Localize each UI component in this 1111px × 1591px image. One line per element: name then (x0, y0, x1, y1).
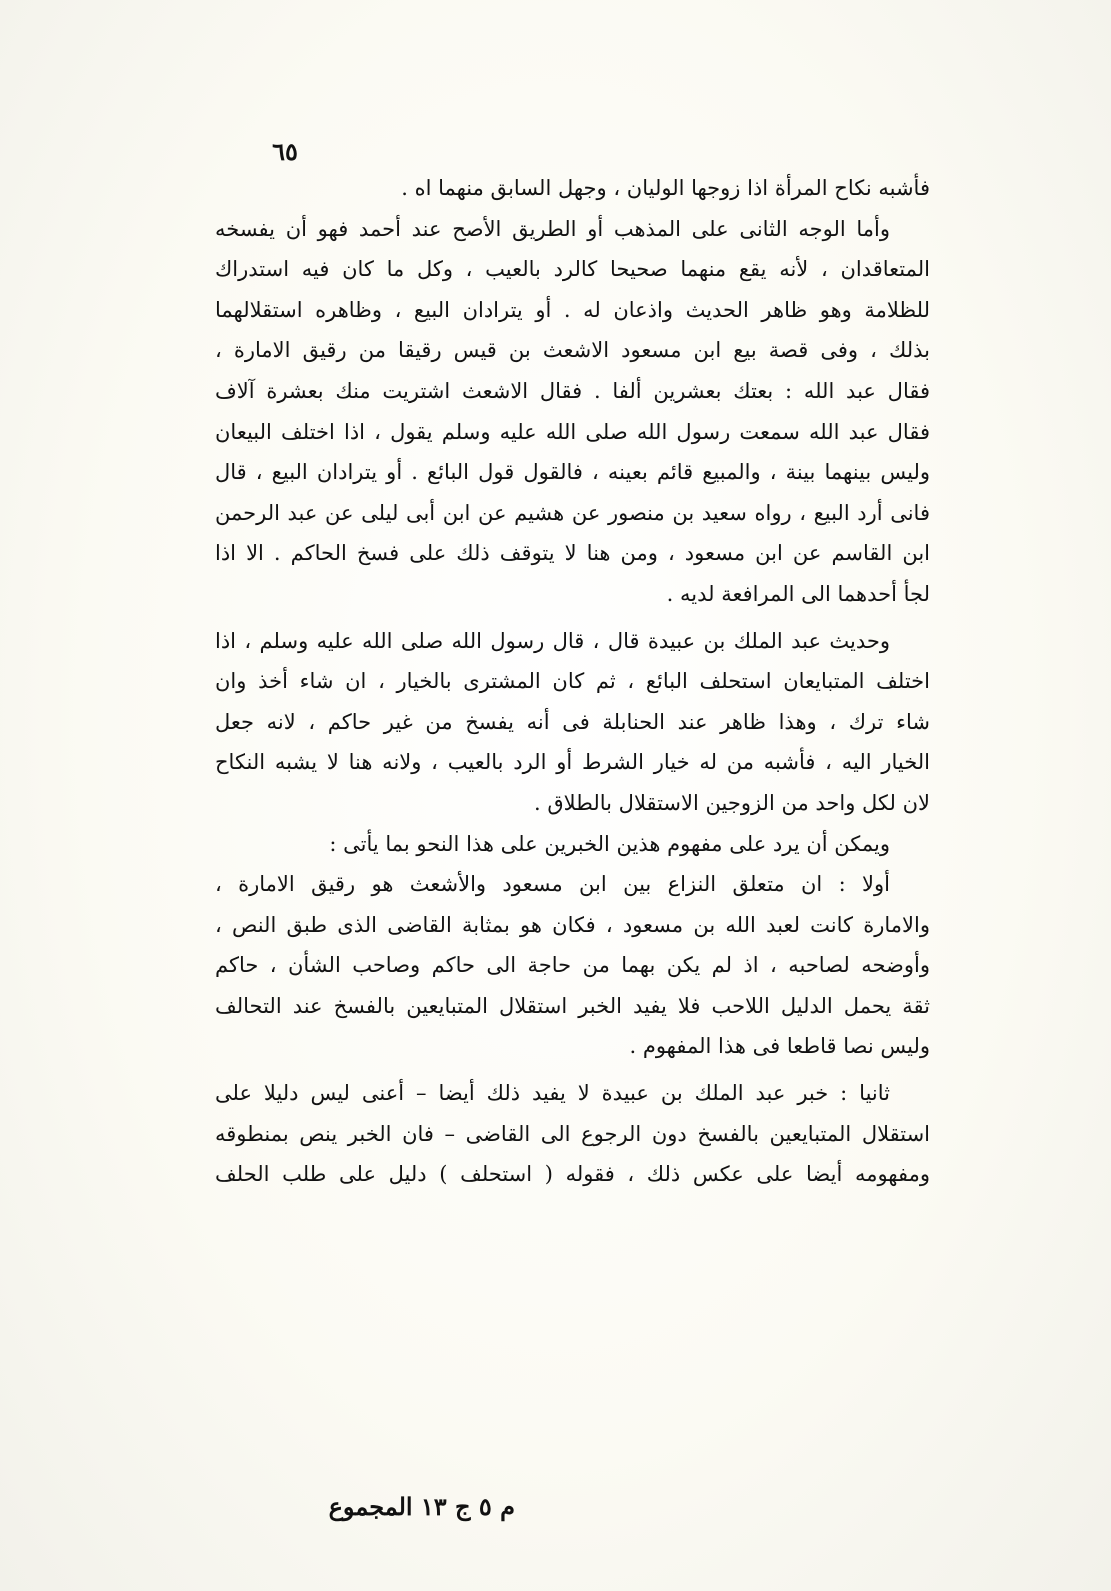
body-text (215, 168, 930, 1195)
text-line: أولا : ان متعلق النزاع بين ابن مسعود والأشعث هو رقيق الامارة ، (215, 872, 890, 897)
text-line: اختلف المتبايعان استحلف البائع ، ثم كان المشترى بالخيار ، ان شاء أخذ وان (215, 669, 930, 694)
page-number: ٦٥ (272, 137, 298, 166)
text-line: فقال عبد الله : بعتك بعشرين ألفا . فقال الاشعث اشتريت منك بعشرة آلاف (215, 378, 930, 403)
text-line: وحديث عبد الملك بن عبيدة قال ، قال رسول الله صلى الله عليه وسلم ، اذا (215, 628, 890, 653)
text-line: شاء ترك ، وهذا ظاهر عند الحنابلة فى أنه يفسخ من غير حاكم ، لانه جعل (215, 709, 930, 734)
text-line: فقال عبد الله سمعت رسول الله صلى الله عليه وسلم يقول ، اذا اختلف البيعان (215, 419, 930, 444)
text-line: بذلك ، وفى قصة بيع ابن مسعود الاشعث بن قيس رقيقا من رقيق الامارة ، (215, 338, 930, 363)
text-line: لجأ أحدهما الى المرافعة لديه . (666, 581, 930, 606)
text-line: ويمكن أن يرد على مفهوم هذين الخبرين على هذا النحو بما يأتى : (329, 831, 890, 856)
text-line: ابن القاسم عن ابن مسعود ، ومن هنا لا يتوقف ذلك على فسخ الحاكم . الا اذا (215, 541, 930, 566)
text-line: وأما الوجه الثانى على المذهب أو الطريق الأصح عند أحمد فهو أن يفسخه (215, 216, 890, 241)
text-line: ثقة يحمل الدليل اللاحب فلا يفيد الخبر استقلال المتبايعين بالفسخ عند التحالف (215, 993, 930, 1018)
text-line: استقلال المتبايعين بالفسخ دون الرجوع الى القاضى – فان الخبر ينص بمنطوقه (215, 1121, 930, 1146)
text-line: ومفهومه أيضا على عكس ذلك ، فقوله ( استحلف ) دليل على طلب الحلف (215, 1162, 930, 1187)
text-line: وليس نصا قاطعا فى هذا المفهوم . (629, 1034, 930, 1059)
text-line: والامارة كانت لعبد الله بن مسعود ، فكان هو بمثابة القاضى الذى طبق النص ، (215, 912, 930, 937)
text-line: الخيار اليه ، فأشبه من له خيار الشرط أو الرد بالعيب ، ولانه هنا لا يشبه النكاح (215, 750, 930, 775)
page-footer: م ٥ ج ١٣ المجموع (328, 1492, 515, 1521)
text-line: فانى أرد البيع ، رواه سعيد بن منصور عن هشيم عن ابن أبى ليلى عن عبد الرحمن (215, 500, 930, 525)
text-line: وليس بينهما بينة ، والمبيع قائم بعينه ، فالقول قول البائع . أو يترادان البيع ، قال (215, 460, 930, 485)
text-line: فأشبه نكاح المرأة اذا زوجها الوليان ، وجهل السابق منهما اه . (401, 176, 930, 200)
text-line: ثانيا : خبر عبد الملك بن عبيدة لا يفيد ذلك أيضا – أعنى ليس دليلا على (215, 1081, 890, 1106)
text-line: وأوضحه لصاحبه ، اذ لم يكن بهما من حاجة الى حاكم وصاحب الشأن ، حاكم (215, 953, 930, 978)
text-line: للظلامة وهو ظاهر الحديث واذعان له . أو يترادان البيع ، وظاهره استقلالهما (215, 297, 930, 322)
text-line: المتعاقدان ، لأنه يقع منهما صحيحا كالرد بالعيب ، وكل ما كان فيه استدراك (215, 257, 930, 282)
text-line: لان لكل واحد من الزوجين الاستقلال بالطلاق . (533, 790, 930, 815)
